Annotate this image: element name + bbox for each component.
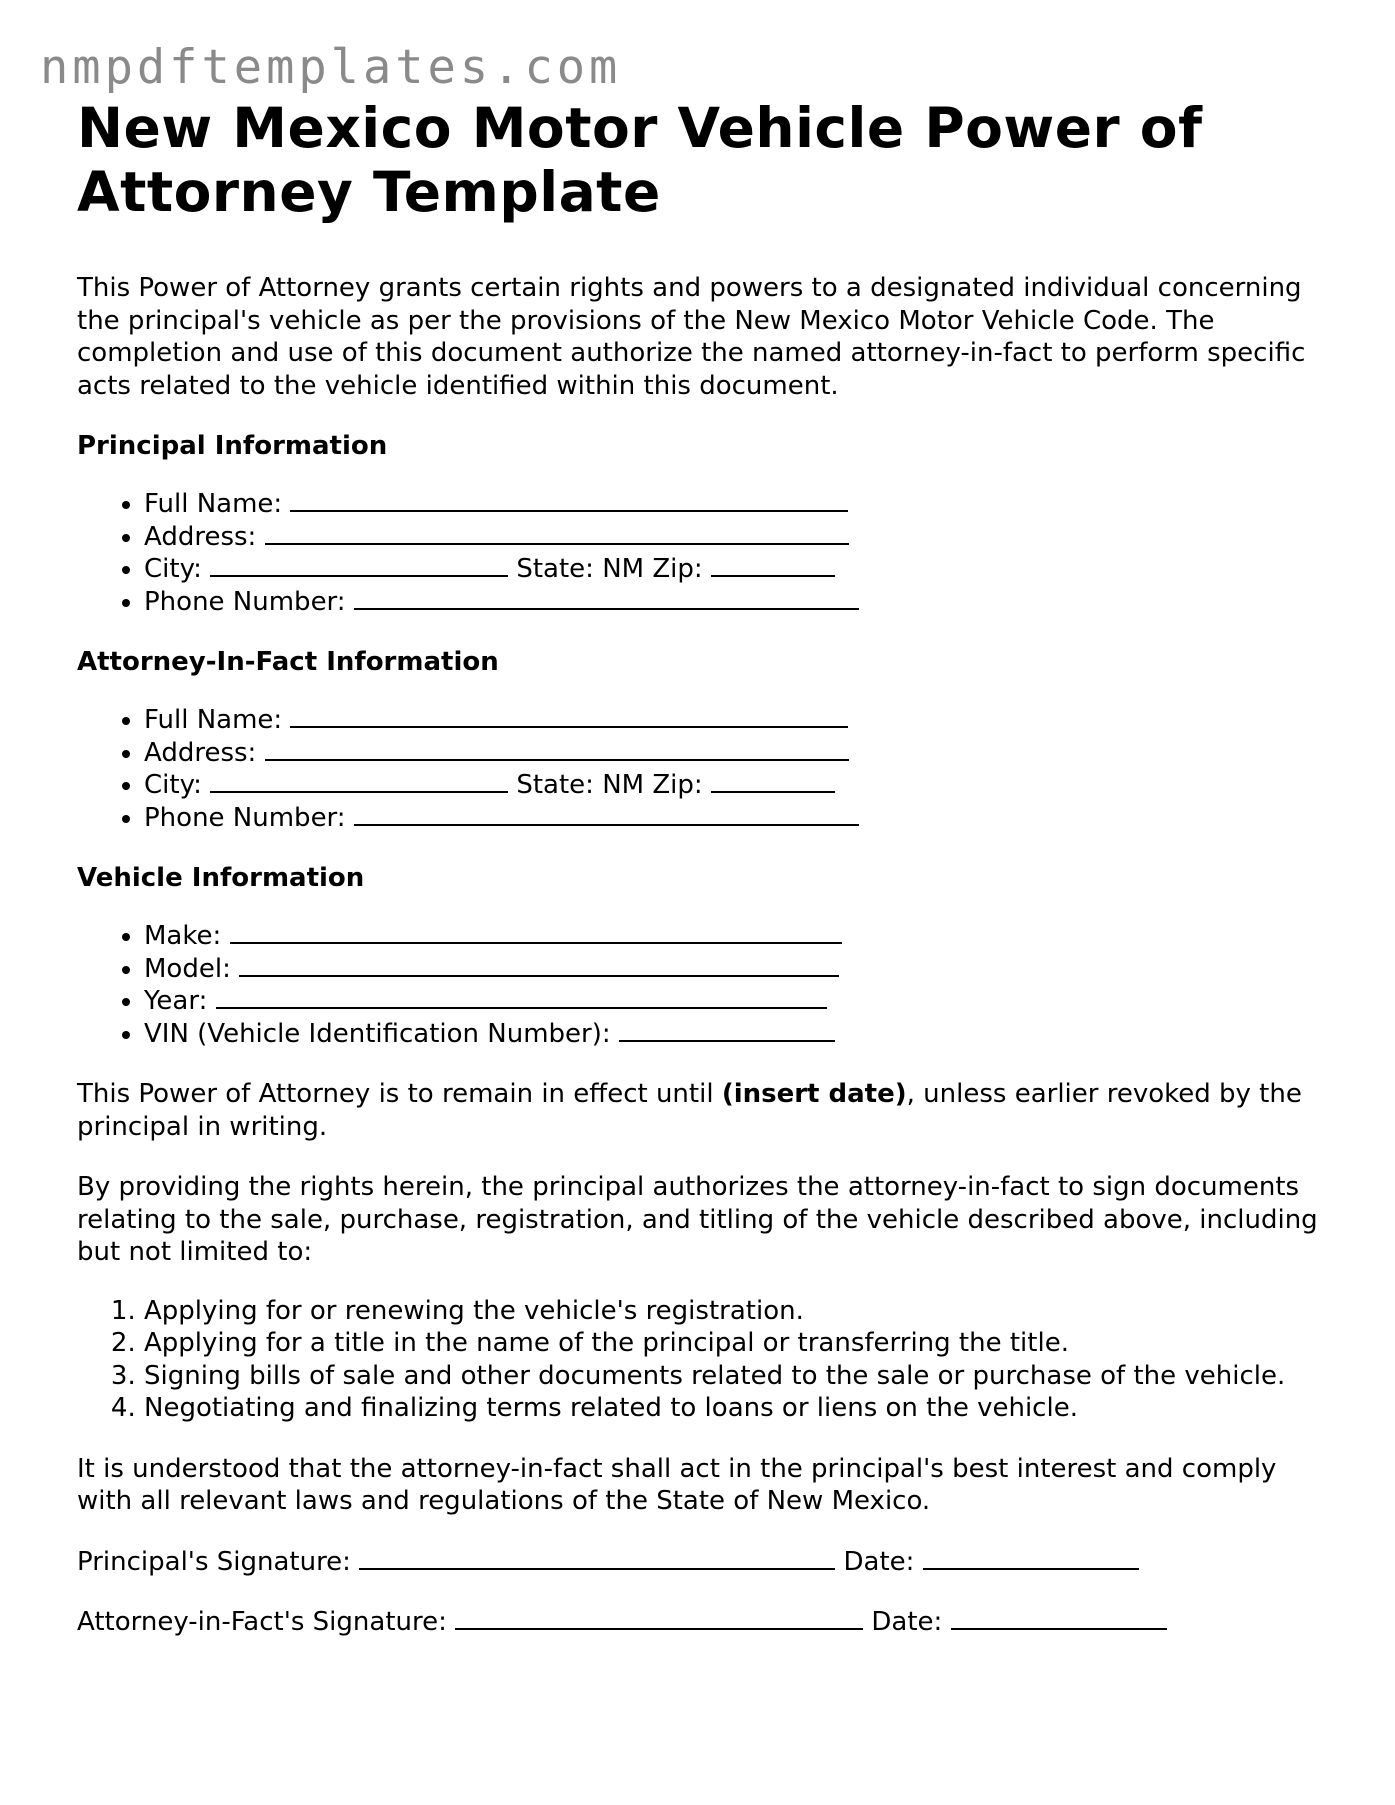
vehicle-heading: Vehicle Information: [77, 863, 365, 893]
page-title: New Mexico Motor Vehicle Power of Attorney Template: [77, 96, 1203, 224]
field-label: Phone Number:: [144, 802, 346, 833]
field-label: Date:: [843, 1546, 915, 1577]
phone-blank[interactable]: [354, 802, 859, 826]
principal-date-blank[interactable]: [923, 1546, 1139, 1570]
city-blank[interactable]: [210, 769, 508, 793]
field-label: Year:: [144, 986, 208, 1016]
attorney-full-name-field: [144, 704, 1332, 737]
principal-city-field: [144, 553, 1332, 586]
full-name-blank[interactable]: [290, 488, 848, 512]
field-label: Address:: [144, 521, 257, 552]
make-blank[interactable]: [230, 920, 842, 944]
attorney-fields: [77, 704, 1332, 834]
principal-heading: Principal Information: [77, 431, 388, 461]
phone-blank[interactable]: [354, 586, 859, 610]
field-label: Date:: [871, 1607, 943, 1637]
principal-signature-blank[interactable]: [359, 1546, 835, 1570]
insert-date-placeholder: (insert date): [721, 1079, 907, 1109]
field-label: Model:: [144, 953, 231, 984]
field-label: Attorney-in-Fact's Signature:: [77, 1607, 447, 1637]
principal-address-field: [144, 521, 1332, 554]
vehicle-year-field: [144, 985, 1332, 1018]
address-blank[interactable]: [265, 521, 849, 545]
acts-list: [77, 1295, 1332, 1425]
field-label: Full Name:: [144, 705, 283, 735]
attorney-heading: Attorney-In-Fact Information: [77, 647, 499, 677]
field-label: City:: [144, 554, 202, 584]
city-blank[interactable]: [210, 553, 508, 577]
vehicle-vin-field: [144, 1018, 1332, 1051]
act-item: 2. Applying for a title in the name of the principal or transferring the title.: [144, 1327, 1332, 1360]
address-blank[interactable]: [265, 737, 849, 761]
field-label: State: NM Zip:: [516, 554, 703, 584]
field-label: VIN (Vehicle Identification Number):: [144, 1018, 611, 1049]
vin-blank[interactable]: [619, 1018, 835, 1042]
field-label: Full Name:: [144, 489, 283, 519]
authority-paragraph: By providing the rights herein, the principal authorizes the attorney-in-fact to sign documents relating to the sale, purchase, registration, and titling of the vehicle described above, including but not limited to:: [77, 1172, 1318, 1267]
act-item: 1. Applying for or renewing the vehicle's registration.: [144, 1295, 1332, 1328]
watermark: nmpdftemplates.com: [40, 40, 622, 95]
zip-blank[interactable]: [711, 769, 835, 793]
attorney-city-field: [144, 769, 1332, 802]
vehicle-model-field: [144, 953, 1332, 986]
attorney-address-field: [144, 737, 1332, 770]
attorney-signature-blank[interactable]: [455, 1606, 863, 1630]
principal-full-name-field: [144, 488, 1332, 521]
vehicle-make-field: [144, 920, 1332, 953]
intro-paragraph: This Power of Attorney grants certain rights and powers to a designated individual concerning the principal's vehicle as per the provisions of the New Mexico Motor Vehicle Code. The completion and use of this document authorize the named attorney-in-fact to perform specific acts related to the vehicle identified within this document.: [77, 273, 1306, 401]
understanding-paragraph: It is understood that the attorney-in-fact shall act in the principal's best interest and comply with all relevant laws and regulations of the State of New Mexico.: [77, 1453, 1277, 1516]
act-item: 3. Signing bills of sale and other documents related to the sale or purchase of the vehicle.: [144, 1360, 1332, 1393]
model-blank[interactable]: [239, 953, 839, 977]
field-label: State: NM Zip:: [516, 770, 703, 800]
full-name-blank[interactable]: [290, 704, 848, 728]
effect-paragraph: [77, 1078, 1332, 1143]
field-label: Address:: [144, 737, 257, 768]
field-label: Phone Number:: [144, 586, 346, 617]
document: [77, 96, 1332, 1639]
principal-signature-line: [77, 1546, 1332, 1579]
field-label: Principal's Signature:: [77, 1546, 351, 1577]
principal-fields: [77, 488, 1332, 618]
attorney-phone-field: [144, 802, 1332, 835]
effect-text-end: , unless earlier revoked by the principal in writing.: [77, 1079, 1302, 1142]
field-label: Make:: [144, 921, 222, 951]
principal-phone-field: [144, 586, 1332, 619]
act-item: 4. Negotiating and finalizing terms related to loans or liens on the vehicle.: [144, 1392, 1332, 1425]
year-blank[interactable]: [216, 985, 827, 1009]
vehicle-fields: [77, 920, 1332, 1050]
field-label: City:: [144, 770, 202, 800]
attorney-signature-line: [77, 1606, 1332, 1639]
zip-blank[interactable]: [711, 553, 835, 577]
attorney-date-blank[interactable]: [951, 1606, 1167, 1630]
effect-text: This Power of Attorney is to remain in effect until: [77, 1079, 722, 1109]
